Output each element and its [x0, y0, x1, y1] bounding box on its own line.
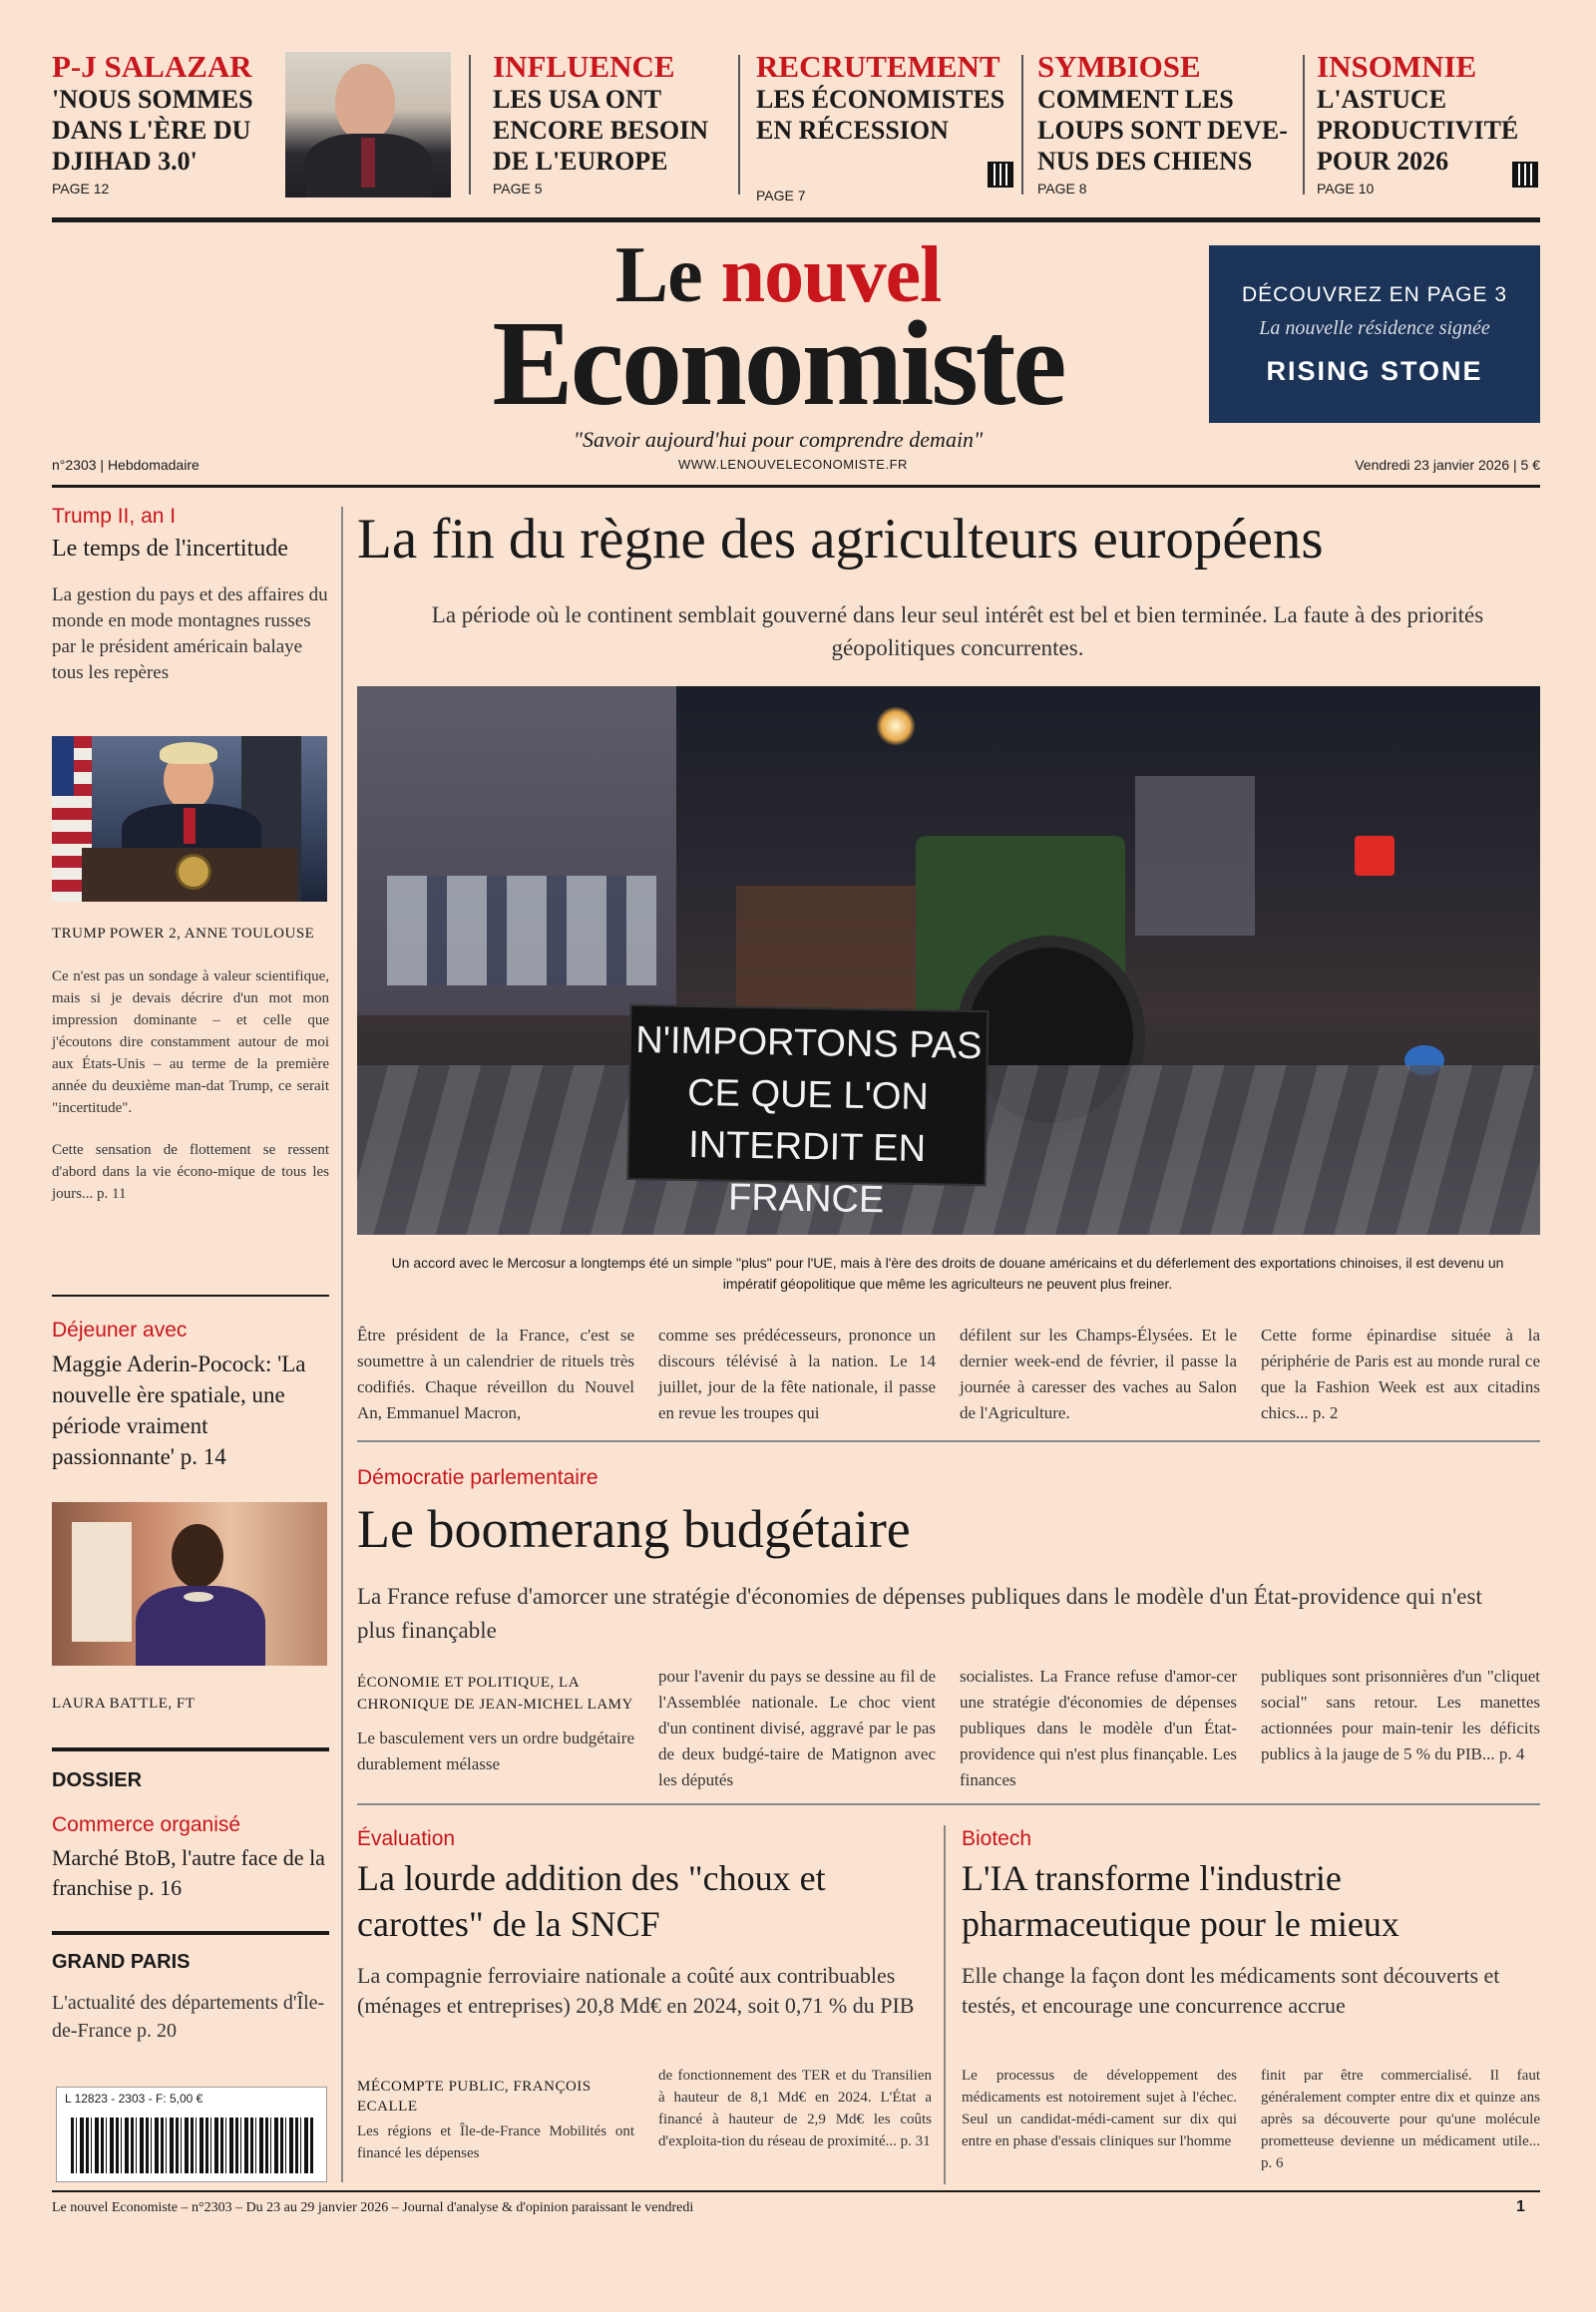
sidebar-rule [52, 1747, 329, 1751]
qr-code-icon [988, 162, 1013, 188]
teaser-title: 'NOUS SOMMES DANS L'ÈRE DU DJIHAD 3.0' [52, 85, 253, 176]
trump-photo [52, 736, 327, 902]
biotech-headline[interactable]: L'IA transforme l'industrie pharmaceutique pour le mieux [962, 1858, 1399, 1944]
teaser-title: L'ASTUCE PRODUCTIVITÉ POUR 2026 [1317, 85, 1519, 176]
trump-title: Le temps de l'incertitude [52, 536, 288, 562]
lead-col-2: comme ses prédécesseurs, prononce un discours télévisé à la nation. Le 14 juillet, jour de la fête nationale, il passe en revue les troupes qui [658, 1326, 936, 1422]
sidebar-commerce[interactable] [52, 1813, 329, 1903]
teaser-kicker: P-J SALAZAR [52, 49, 252, 84]
biotech-col-2: finit par être commercialisé. Il faut généralement compter entre dix et quinze ans après sa découverte pour qu'une molécule prometteuse devienne un médicament utile... p. 6 [1261, 2068, 1540, 2171]
budget-headline[interactable]: Le boomerang budgétaire [357, 1499, 911, 1559]
qr-code-icon [1512, 162, 1538, 188]
lead-col-4: Cette forme épinardise située à la périphérie de Paris est au monde rural ce que la Fashion Week est aux citadins chics... p. 2 [1261, 1326, 1540, 1422]
budget-col-1: Le basculement vers un ordre budgétaire durablement mélasse [357, 1729, 634, 1773]
sncf-credit: MÉCOMPTE PUBLIC, FRANÇOIS ECALLE [357, 2079, 592, 2115]
sidebar-divider [341, 507, 343, 2182]
teaser-title: COMMENT LES LOUPS SONT DEVE-NUS DES CHIENS [1037, 85, 1288, 176]
budget-kicker: Démocratie parlementaire [357, 1466, 598, 1489]
logo-economiste: Economiste [492, 296, 1064, 431]
lead-col-3: défilent sur les Champs-Élysées. Et le dernier week-end de février, il passe la journée à caresser des vaches au Salon de l'Agriculture. [960, 1326, 1237, 1422]
sidebar-rule [52, 1295, 329, 1297]
budget-deck: La France refuse d'amorcer une stratégie d'économies de dépenses publiques dans le modèle d'un État-providence qui n'est plus finançable [357, 1584, 1482, 1643]
issue-info: n°2303 | Hebdomadaire [52, 457, 200, 473]
biotech-col-1: Le processus de développement des médicaments est notoirement sujet à l'échec. Seul un candidat-médi-cament sur dix qui entre en phase d'essais cliniques sur l'homme [962, 2068, 1237, 2149]
masthead-rule [52, 485, 1540, 488]
lead-caption: Un accord avec le Mercosur a longtemps été un simple "plus" pour l'UE, mais à l'ère des droits de douane américains et du déferlement des exportations chinoises, il est devenu un impératif géopolitique que même les agriculteurs ne peuvent plus freiner. [391, 1255, 1504, 1292]
lead-headline[interactable]: La fin du règne des agriculteurs européens [357, 508, 1324, 571]
divider [1021, 55, 1023, 194]
teaser-page: PAGE 7 [756, 188, 806, 203]
section-rule [357, 1440, 1540, 1442]
dejeuner-title: Maggie Aderin-Pocock: 'La nouvelle ère spatiale, une période vraiment passionnante' p. 14 [52, 1351, 306, 1469]
page-number: 1 [1516, 2198, 1525, 2215]
sncf-col-1: Les régions et Île-de-France Mobilités ont financé les dépenses [357, 2123, 634, 2161]
trump-kicker: Trump II, an I [52, 505, 177, 528]
budget-col-3: socialistes. La France refuse d'amor-cer une stratégie d'économies de dépenses publiques dans le modèle d'un État-providence qui n'est plus finançable. Les finances [960, 1667, 1237, 1789]
trump-body: Ce n'est pas un sondage à valeur scientifique, mais si je devais décrire d'un mot mon impression dominante – et celle que j'écoutons dire constamment autour de moi aux États-Unis – au terme de la première année du deuxième man-dat Trump, ce serait "incertitude". [52, 968, 329, 1116]
teaser-recrutement[interactable] [756, 50, 1017, 203]
logo-le: Le [614, 231, 702, 319]
promo-box[interactable] [1209, 245, 1540, 423]
teaser-kicker: INFLUENCE [493, 49, 675, 84]
trump-credit: TRUMP POWER 2, ANNE TOULOUSE [52, 926, 315, 942]
lead-deck: La période où le continent semblait gouverné dans leur seul intérêt est bel et bien terminée. La faute à des priorités géopolitiques concurrentes. [431, 602, 1484, 660]
footer-text: Le nouvel Economiste – n°2303 – Du 23 au 29 janvier 2026 – Journal d'analyse & d'opinion paraissant le vendredi [52, 2200, 694, 2215]
sign-line: N'IMPORTONS PAS [634, 1018, 983, 1068]
commerce-kicker: Commerce organisé [52, 1813, 241, 1836]
divider [1303, 55, 1305, 194]
biotech-kicker: Biotech [962, 1827, 1032, 1850]
budget-credit: ÉCONOMIE ET POLITIQUE, LA CHRONIQUE DE JEAN-MICHEL LAMY [357, 1675, 633, 1713]
biotech-deck: Elle change la façon dont les médicaments sont découverts et testés, et encourage une concurrence accrue [962, 1963, 1500, 2018]
sncf-col-2: de fonctionnement des TER et du Transilien à hauteur de 8,1 Md€ en 2024. L'État a financé à hauteur de 2,9 Md€ les coûts d'exploita-tion du réseau de proximité... p. 31 [658, 2068, 932, 2149]
section-rule [357, 1803, 1540, 1805]
lead-col-1: Être président de la France, c'est se soumettre à un calendrier de rituels très codifiés. Chaque réveillon du Nouvel An, Emmanuel Macron, [357, 1326, 634, 1422]
promo-line2: La nouvelle résidence signée [1259, 317, 1490, 339]
sign-line: INTERDIT EN FRANCE [687, 1123, 927, 1222]
commerce-title: Marché BtoB, l'autre face de la franchise p. 16 [52, 1845, 325, 1900]
barcode-bars [71, 2118, 314, 2173]
teaser-salazar[interactable] [52, 50, 281, 196]
protest-sign [626, 1004, 989, 1222]
website-link[interactable]: WWW.LENOUVELECONOMISTE.FR [678, 457, 908, 472]
sign-line: CE QUE L'ON [686, 1071, 930, 1119]
aderin-pocock-photo [52, 1502, 327, 1666]
sidebar-trump[interactable] [52, 505, 329, 686]
teaser-page: PAGE 10 [1317, 181, 1375, 196]
teaser-page: PAGE 12 [52, 181, 110, 196]
tagline: "Savoir aujourd'hui pour comprendre demain" [573, 427, 984, 452]
teaser-page: PAGE 5 [493, 181, 543, 196]
logo-nouvel: nouvel [720, 231, 942, 319]
budget-col-2: pour l'avenir du pays se dessine au fil de l'Assemblée nationale. Le choc vient d'un continent divisé, aggravé par le pas de deux budgé-taire de Matignon avec les députés [658, 1667, 936, 1789]
masthead [379, 231, 1177, 453]
teaser-kicker: INSOMNIE [1317, 49, 1477, 84]
dejeuner-credit: LAURA BATTLE, FT [52, 1696, 196, 1712]
salazar-photo [285, 52, 451, 197]
dejeuner-kicker: Déjeuner avec [52, 1319, 188, 1342]
teaser-page: PAGE 8 [1037, 181, 1087, 196]
barcode-text: L 12823 - 2303 - F: 5,00 € [65, 2092, 203, 2106]
issue-date: Vendredi 23 janvier 2026 | 5 € [1355, 457, 1540, 473]
barcode [56, 2087, 327, 2182]
sidebar-trump-body [52, 924, 329, 1205]
top-rule [52, 217, 1540, 222]
sncf-headline[interactable]: La lourde addition des "choux et carottes" de la SNCF [357, 1858, 826, 1944]
grandparis-label: GRAND PARIS [52, 1951, 191, 1973]
divider [469, 55, 471, 194]
footer-rule [52, 2190, 1540, 2192]
teaser-kicker: RECRUTEMENT [756, 49, 1000, 84]
sidebar-dejeuner[interactable] [52, 1319, 329, 1472]
teaser-influence[interactable] [493, 50, 732, 196]
teaser-title: LES ÉCONOMISTES EN RÉCESSION [756, 85, 1005, 145]
grandparis-title[interactable]: L'actualité des départements d'Île-de-France p. 20 [52, 1992, 325, 2042]
sncf-kicker: Évaluation [357, 1827, 456, 1850]
teaser-kicker: SYMBIOSE [1037, 49, 1201, 84]
tractor-photo[interactable] [357, 686, 1540, 1235]
promo-brand: RISING STONE [1266, 356, 1483, 386]
teaser-title: LES USA ONT ENCORE BESOIN DE L'EUROPE [493, 85, 708, 176]
sncf-deck: La compagnie ferroviaire nationale a coûté aux contribuables (ménages et entreprises) 20,8 Md€ en 2024, soit 0,71 % du PIB [357, 1963, 915, 2018]
divider [738, 55, 740, 194]
trump-intro: La gestion du pays et des affaires du monde en mode montagnes russes par le président américain balaye tous les repères [52, 584, 328, 683]
dossier-label: DOSSIER [52, 1769, 143, 1791]
column-divider [944, 1825, 946, 2184]
teaser-symbiose[interactable] [1037, 50, 1305, 196]
budget-col-4: publiques sont prisonnières d'un "cliquet social" sans retour. Les manettes actionnées pour main-tenir les déficits publics à la jauge de 5 % du PIB... p. 4 [1261, 1667, 1540, 1763]
trump-body-2: Cette sensation de flottement se ressent d'abord dans la vie écono-mique de tous les jours... p. 11 [52, 1142, 329, 1202]
sidebar-rule [52, 1931, 329, 1935]
promo-line1: DÉCOUVREZ EN PAGE 3 [1242, 283, 1507, 306]
